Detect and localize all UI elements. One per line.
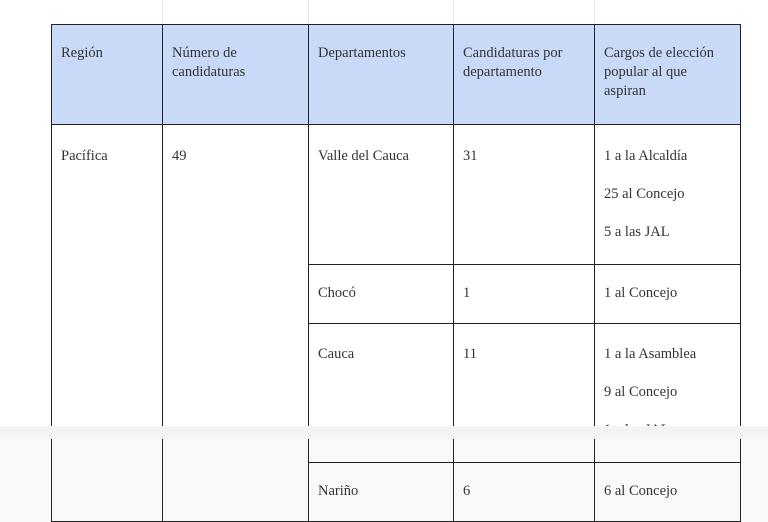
header-candidacies: Número de candidaturas <box>163 25 309 125</box>
table-row <box>52 125 741 265</box>
position-item: 1 a la Asamblea <box>604 346 697 362</box>
total-cell <box>163 125 309 522</box>
positions-cell <box>595 324 741 463</box>
total-candidacies: 49 <box>172 148 187 164</box>
grid-line <box>162 0 163 24</box>
region-cell <box>52 125 163 522</box>
position-item: 9 al Concejo <box>604 384 678 400</box>
positions-cell <box>595 265 741 324</box>
grid-line <box>594 0 595 24</box>
department-cell <box>309 265 454 324</box>
header-departments: Departamentos <box>309 25 454 125</box>
department-count: 31 <box>463 148 478 164</box>
page-footer-strip <box>0 426 768 439</box>
department-name: Nariño <box>318 483 359 499</box>
department-name: Valle del Cauca <box>318 148 409 164</box>
department-name: Chocó <box>318 285 356 301</box>
region-name: Pacífica <box>61 148 108 164</box>
position-item: 5 a las JAL <box>604 224 670 240</box>
department-count: 11 <box>463 346 477 362</box>
department-count: 1 <box>463 285 471 301</box>
positions-cell <box>595 125 741 265</box>
department-cell <box>309 463 454 522</box>
department-cell <box>309 125 454 265</box>
header-region: Región <box>52 25 163 125</box>
department-count-cell <box>454 125 595 265</box>
department-count: 6 <box>463 483 471 499</box>
header-candidacies-per-department: Candidaturas por departamento <box>454 25 595 125</box>
department-name: Cauca <box>318 346 355 362</box>
header-positions: Cargos de elección popular al que aspiran <box>595 25 741 125</box>
candidacies-table <box>51 24 741 522</box>
grid-line <box>453 0 454 24</box>
position-item: 6 al Concejo <box>604 483 678 499</box>
position-item: 25 al Concejo <box>604 186 685 202</box>
grid-line <box>308 0 309 24</box>
table-header-row <box>52 25 741 125</box>
department-count-cell <box>454 463 595 522</box>
position-item: 1 al Concejo <box>604 285 678 301</box>
department-count-cell <box>454 265 595 324</box>
department-count-cell <box>454 324 595 463</box>
positions-cell <box>595 463 741 522</box>
department-cell <box>309 324 454 463</box>
position-item: 1 a la Alcaldía <box>604 148 688 164</box>
